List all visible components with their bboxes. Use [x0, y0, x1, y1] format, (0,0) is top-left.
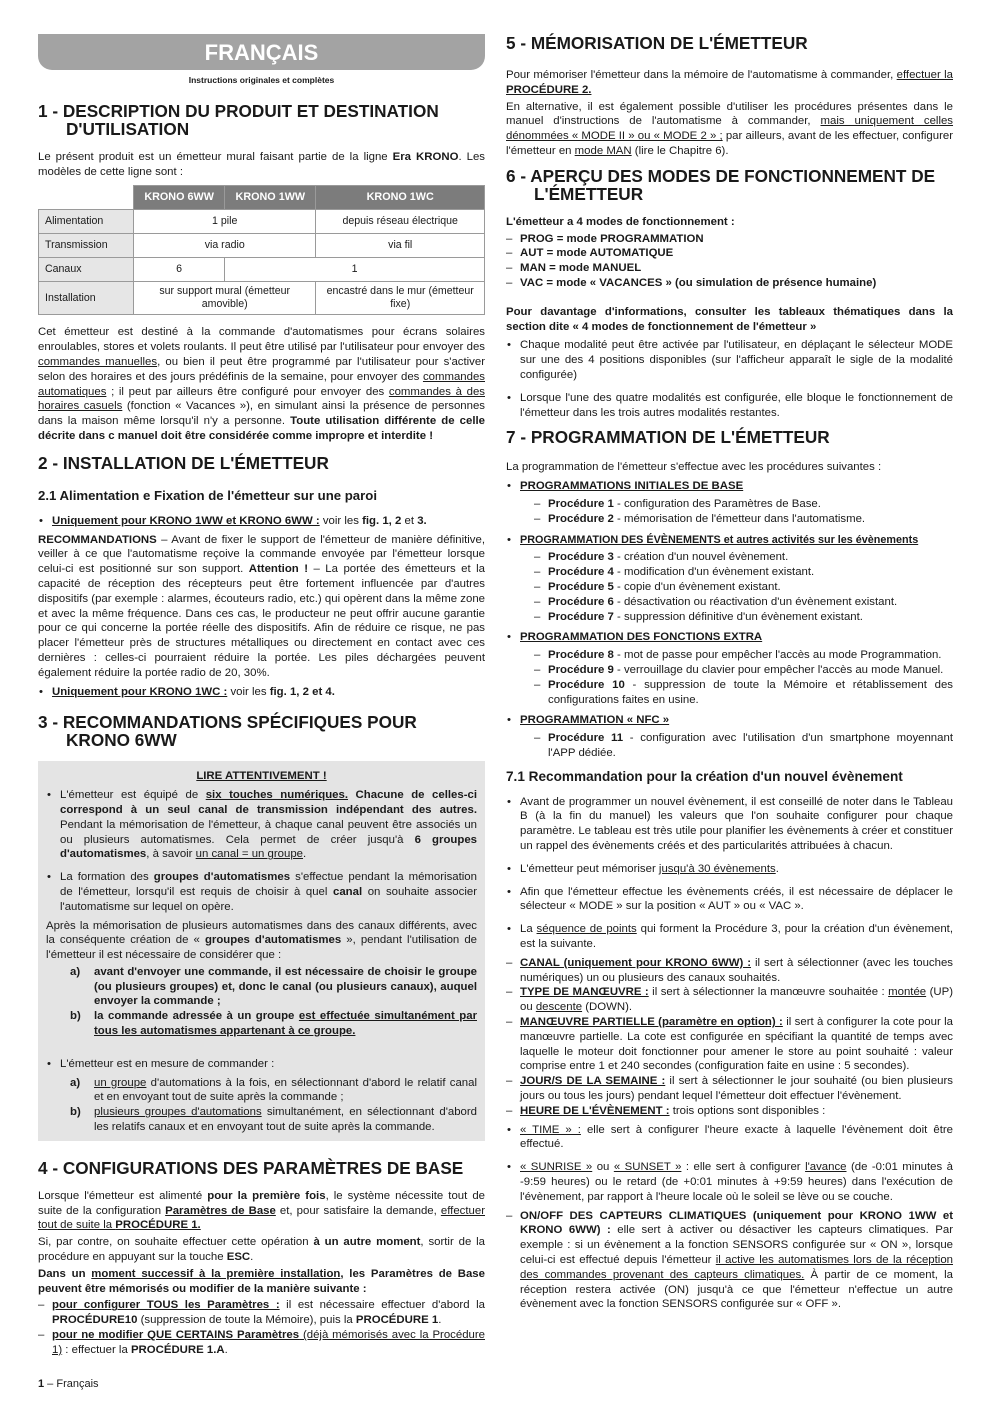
list-item: • Afin que l'émetteur effectue les évènements créés, il est nécessaire de déplacer le sélecteur « MODE » sur la position « AUT » ou « VAC ».	[506, 885, 953, 915]
list-item: – JOUR/S DE LA SEMAINE : il sert à sélectionner le jour souhaité (ou bien plusieurs jours ou tous les jours) pendant lequel l'émetteur doit effectuer l'évènement.	[506, 1074, 953, 1104]
warning-box-title: LIRE ATTENTIVEMENT !	[196, 770, 327, 783]
table-header-row	[39, 186, 485, 210]
table-row	[39, 258, 485, 282]
list-item: • « SUNRISE » ou « SUNSET » : elle sert à configurer l'avance (de -0:01 minutes à -9:59 heures) ou le retard (de +0:01 minutes à +9:59 heures) dans l'exécution de l'évènement, par rapport à l'heure locale où le soleil se lève ou se couche.	[506, 1160, 953, 1204]
table-cell: depuis réseau électrique	[316, 210, 485, 234]
group-4-list	[520, 731, 953, 761]
s3-item-c: a) un groupe d'automations à la fois, en sélectionnant d'abord le relatif canal et en envoyant tout de suite après la commande ;	[70, 1076, 477, 1104]
section-6-title: 6 - APERÇU DES MODES DE FONCTIONNEMENT DE L'ÉMETTEUR	[506, 165, 936, 204]
list-item: • PROGRAMMATION DES ÉVÈNEMENTS et autres activités sur les évènements – Procédure 3 - création d'un nouvel évènement. – Procédure 4 - modification d'un évènement existant. – Procédure 5 - copie d'un évènement existant. – Procédure 6 - désactivation ou réactivation d'un évènement existant. – Procédure 7 - suppression définitive d'un évènement existant.	[506, 533, 953, 625]
table-cell: 6	[134, 258, 225, 282]
list-item: • Chaque modalité peut être activée par l'utilisateur, en déplaçant le sélecteur MODE sur une des 4 positions disponibles (sur l'afficheur apparaît le sigle de la modalité configurée)	[506, 338, 953, 382]
s6-lead: L'émetteur a 4 modes de fonctionnement :	[506, 215, 735, 228]
list-item: • « TIME » : elle sert à configurer l'heure exacte à laquelle l'évènement doit être effectué.	[506, 1123, 953, 1153]
list-item: – Procédure 9 - verrouillage du clavier pour empêcher l'accès au mode Manuel.	[534, 663, 953, 678]
list-item: – VAC = mode « VACANCES » (ou simulation de présence humaine)	[506, 276, 953, 291]
s4-paragraph-3: Dans un moment successif à la première installation, les Paramètres de Base peuvent être mémorisés ou modifier de la manière suivante :	[38, 1267, 485, 1295]
footer-language: – Français	[44, 1378, 99, 1390]
table-row	[39, 234, 485, 258]
s7-groups	[506, 479, 953, 761]
list-item: – Procédure 6 - désactivation ou réactivation d'un évènement existant.	[534, 595, 953, 610]
s7-1-list	[506, 795, 953, 952]
section-1-title: 1 - DESCRIPTION DU PRODUIT ET DESTINATION D'UTILISATION	[38, 100, 439, 139]
list-item: • L'émetteur est équipé de six touches numériques. Chacune de celles-ci correspond à un seul canal de transmission indépendant des autres. Pendant la mémorisation de l'émetteur, à chaque canal peuvent être associés un ou plusieurs automatismes. Cela permet de créer jusqu'à 6 groupes d'automatismes, à savoir un canal = un groupe.	[46, 788, 477, 862]
s1-paragraph: Cet émetteur est destiné à la commande d'automatismes pour écrans solaires enroulables, stores et volets roulants. Il peut être utilisé par l'utilisateur pour envoyer des commandes manuelles, ou bien il peut être programmé par l'utilisateur pour s'activer selon des horaires et des jours prédéfinis de la semaine, pour envoyer des commandes automatiques ; il peut par ailleurs être configuré pour envoyer des commandes à des horaires casuels (fonction « Vacances »), en simulant ainsi la présence de personnes dans la maison même lorsqu'il n'y a personne. Toute utilisation différente de celle décrite dans c manuel doit être considérée comme impropre et interdite !	[38, 326, 485, 442]
s5-paragraph-1: Pour mémoriser l'émetteur dans la mémoire de l'automatisme à commander, effectuer la PROCÉDURE 2.	[506, 69, 953, 96]
list-item: • La séquence de points qui forment la Procédure 3, pour la création d'un évènement, est la suivante.	[506, 922, 953, 952]
table-cell: 1 pile	[134, 210, 316, 234]
list-item: – AUT = mode AUTOMATIQUE	[506, 246, 953, 261]
warning-box	[38, 761, 485, 1141]
list-item: • PROGRAMMATION DES FONCTIONS EXTRA – Procédure 8 - mot de passe pour empêcher l'accès au mode Programmation. – Procédure 9 - verrouillage du clavier pour empêcher l'accès au mode Manuel. – Procédure 10 - suppression de toute la Mémoire et rétablissement des configurations faites en usine.	[506, 630, 953, 707]
row-label: Installation	[39, 282, 134, 315]
banner-subtitle: Instructions originales et complètes	[188, 75, 335, 85]
section-2-title: 2 - INSTALLATION DE L'ÉMETTEUR	[38, 452, 329, 473]
list-item: – Procédure 10 - suppression de toute la Mémoire et rétablissement des configurations faites en usine.	[534, 678, 953, 708]
list-item: – HEURE DE L'ÉVÈNEMENT : trois options sont disponibles :	[506, 1104, 953, 1119]
list-item: • Uniquement pour KRONO 1WC : voir les fig. 1, 2 et 4.	[38, 685, 485, 700]
table-cell: encastré dans le mur (émetteur fixe)	[316, 282, 485, 315]
table-cell: sur support mural (émetteur amovible)	[134, 282, 316, 315]
s3-item-d: b) plusieurs groupes d'automations simultanément, en sélectionnant d'abord les relatifs canaux et en envoyant tout de suite après la commande.	[70, 1106, 478, 1134]
s3-item-a: a) avant d'envoyer une commande, il est nécessaire de choisir le groupe (ou plusieurs groupes) et, donc le canal (ou plusieurs canaux), auquel envoyer la commande ;	[70, 965, 477, 1008]
list-item: • Avant de programmer un nouvel évènement, il est conseillé de noter dans le Tableau B (à la fin du manuel) les valeurs que l'on souhaite configurer pour chaque paramètre. Le tableau est très utile pour planifier les évènements à créer et constituer un rappel des évènements créés et des particularités attribuées à chacun.	[506, 795, 953, 854]
s3-paragraph: Après la mémorisation de plusieurs automatismes dans des canaux différents, avec la conséquente création de « groupes d'automatismes », pendant l'utilisation de l'émetteur il est nécessaire de considérer que :	[46, 919, 477, 962]
section-2-1-title: 2.1 Alimentation e Fixation de l'émetteur sur une paroi	[38, 487, 377, 503]
s4-paragraph-2: Si, par contre, on souhaite effectuer cette opération à un autre moment, sortir de la procédure en appuyant sur la touche ESC.	[38, 1236, 485, 1264]
section-5-title: 5 - MÉMORISATION DE L'ÉMETTEUR	[506, 33, 808, 53]
list-item: • Lorsque l'une des quatre modalités est configurée, elle bloque le fonctionnement de l'émetteur dans les trois autres modalités restantes.	[506, 391, 953, 421]
list-item: – TYPE DE MANŒUVRE : il sert à sélectionner la manœuvre souhaitée : montée (UP) ou descente (DOWN).	[506, 985, 953, 1015]
s7-1-time-list	[506, 1123, 953, 1205]
s6-modes-list	[506, 232, 953, 291]
list-item: • L'émetteur est en mesure de commander :	[46, 1057, 477, 1072]
language-banner: FRANÇAIS	[38, 34, 485, 70]
table-cell: via fil	[316, 234, 485, 258]
list-item: • La formation des groupes d'automatismes s'effectue pendant la mémorisation de l'émetteur, lorsqu'il est requis de choisir à quel canal on souhaite associer l'automatisme sur lequel on opère.	[46, 870, 477, 914]
list-item: – pour configurer TOUS les Paramètres : il est nécessaire effectuer d'abord la PROCÉDURE10 (suppression de toute la Mémoire), puis la PROCÉDURE 1.	[38, 1298, 485, 1328]
table-cell: via radio	[134, 234, 316, 258]
list-item: – CANAL (uniquement pour KRONO 6WW) : il sert à sélectionner (avec les touches numériques) un ou plusieurs des canaux souhaités.	[506, 956, 953, 986]
list-item: – Procédure 3 - création d'un nouvel évènement.	[534, 550, 953, 565]
section-7-1-title: 7.1 Recommandation pour la création d'un nouvel évènement	[506, 768, 903, 784]
list-item: – Procédure 2 - mémorisation de l'émetteur dans l'automatisme.	[534, 512, 953, 527]
s6-info: Pour davantage d'informations, consulter les tableaux thématiques dans la section dite « 4 modes de fonctionnement de l'émetteur »	[506, 305, 953, 333]
s7-lead: La programmation de l'émetteur s'effectue avec les procédures suivantes :	[506, 461, 882, 474]
s6-list	[506, 338, 953, 420]
models-table	[38, 185, 485, 315]
list-item: • PROGRAMMATIONS INITIALES DE BASE – Procédure 1 - configuration des Paramètres de Base. – Procédure 2 - mémorisation de l'émetteur dans l'automatisme.	[506, 479, 953, 526]
section-4-title: 4 - CONFIGURATIONS DES PARAMÈTRES DE BASE	[38, 1157, 464, 1178]
s7-1-dash-list	[506, 956, 953, 1119]
warning-list	[46, 788, 477, 914]
section-7-title: 7 - PROGRAMMATION DE L'ÉMETTEUR	[506, 427, 830, 448]
s1-intro: Le présent produit est un émetteur mural faisant partie de la ligne Era KRONO. Les modèles de cette ligne sont :	[38, 150, 485, 178]
list-item: – pour ne modifier QUE CERTAINS Paramètres (déjà mémorisés avec la Procédure 1) : effectuer la PROCÉDURE 1.A.	[38, 1328, 485, 1358]
list-item: – PROG = mode PROGRAMMATION	[506, 232, 953, 247]
group-3-list	[520, 648, 953, 707]
row-label: Canaux	[39, 258, 134, 282]
col-krono-1ww: KRONO 1WW	[225, 186, 316, 210]
group-1-list	[520, 497, 953, 527]
section-3-title: 3 - RECOMMANDATIONS SPÉCIFIQUES POUR KRONO 6WW	[38, 712, 417, 751]
s2-list-a	[38, 514, 485, 529]
list-item: – Procédure 4 - modification d'un évènement existant.	[534, 565, 953, 580]
list-item: – Procédure 1 - configuration des Paramètres de Base.	[534, 497, 953, 512]
right-column	[506, 34, 953, 1316]
list-item: – ON/OFF DES CAPTEURS CLIMATIQUES (uniquement pour KRONO 1WW et KRONO 6WW) : elle sert à activer ou désactiver les capteurs climatiques. Par exemple : si un évènement a la fonction SENSORS configurée sur « ON », lorsque celui-ci est effectué depuis l'émetteur il active les automatismes lors de la réception des commandes provenant des capteurs climatiques. À partir de ce moment, la réception restera activée (ON) jusqu'à ce que l'émetteur n'effectue un autre évènement avec la fonction SENSORS configurée sur « OFF ».	[506, 1209, 953, 1313]
list-item: – MANŒUVRE PARTIELLE (paramètre en option) : il sert à configurer la cote pour la manœuvre partielle. La cote est configurée en spécifiant la quantité de temps avec laquelle le moteur doit fonctionner pour amener le store au point souhaité : valeur comprise entre 1 et 240 secondes (configuration faite en usine : 5 secondes).	[506, 1015, 953, 1074]
list-item: – Procédure 7 - suppression définitive d'un évènement existant.	[534, 610, 953, 625]
left-column	[38, 34, 485, 1362]
row-label: Alimentation	[39, 210, 134, 234]
row-label: Transmission	[39, 234, 134, 258]
table-corner	[39, 186, 134, 210]
col-krono-6ww: KRONO 6WW	[134, 186, 225, 210]
s2-recommendations: RECOMMANDATIONS – Avant de fixer le support de l'émetteur de manière définitive, veiller à ce que l'automatisme reçoive la commande envoyée par l'émetteur lorsque celui-ci est positionné sur son support. Attention ! – La portée des émetteurs et la capacité de réception des récepteurs peut être fortement influencée par d'autres dispositifs (par exemple : alarmes, écouteurs radio, etc.) qui opèrent dans la même zone et avec la même fréquence. Dans ces cas, le producteur ne peut offrir aucune garantie pour ce qui concerne la portée réelle des dispositifs. Afin de réduire ce risque, ne pas placer l'émetteur près de structures métalliques ou directement en contact avec ces dernières : celles-ci pourraient réduire la portée. Les piles déchargées peuvent également réduire la portée radio de 20, 30%.	[38, 533, 486, 679]
s7-1-sensors-list	[506, 1209, 953, 1313]
table-cell: 1	[225, 258, 485, 282]
warning-list-2	[46, 1057, 477, 1072]
list-item: – MAN = mode MANUEL	[506, 261, 953, 276]
list-item: • Uniquement pour KRONO 1WW et KRONO 6WW : voir les fig. 1, 2 et 3.	[38, 514, 485, 529]
list-item: • L'émetteur peut mémoriser jusqu'à 30 évènements.	[506, 862, 953, 877]
page-footer	[38, 1378, 99, 1390]
table-row	[39, 282, 485, 315]
list-item: • PROGRAMMATION « NFC » – Procédure 11 - configuration avec l'utilisation d'un smartphone moyennant l'APP dédiée.	[506, 713, 953, 760]
s4-paragraph-1: Lorsque l'émetteur est alimenté pour la première fois, le système nécessite tout de suite de la configuration Paramètres de Base et, pour satisfaire la demande, effectuer tout de suite la PROCÉDURE 1.	[38, 1189, 486, 1232]
s4-list	[38, 1298, 485, 1357]
table-row	[39, 210, 485, 234]
s3-item-b: b) la commande adressée à un groupe est effectuée simultanément par tous les automatismes appartenant à ce groupe.	[70, 1010, 477, 1038]
group-2-list	[520, 550, 953, 624]
list-item: – Procédure 11 - configuration avec l'utilisation d'un smartphone moyennant l'APP dédiée.	[534, 731, 953, 761]
list-item: – Procédure 5 - copie d'un évènement existant.	[534, 580, 953, 595]
s2-list-b	[38, 685, 485, 700]
page-number: 1	[38, 1378, 45, 1390]
col-krono-1wc: KRONO 1WC	[316, 186, 485, 210]
list-item: – Procédure 8 - mot de passe pour empêcher l'accès au mode Programmation.	[534, 648, 953, 663]
s5-paragraph-2: En alternative, il est également possible d'utiliser les procédures présentes dans le manuel d'instructions de l'automatisme à commander, mais uniquement celles dénommées « MODE II » ou « MODE 2 » ; par ailleurs, avant de les effectuer, configurer l'émetteur en mode MAN (lire le Chapitre 6).	[506, 100, 954, 157]
